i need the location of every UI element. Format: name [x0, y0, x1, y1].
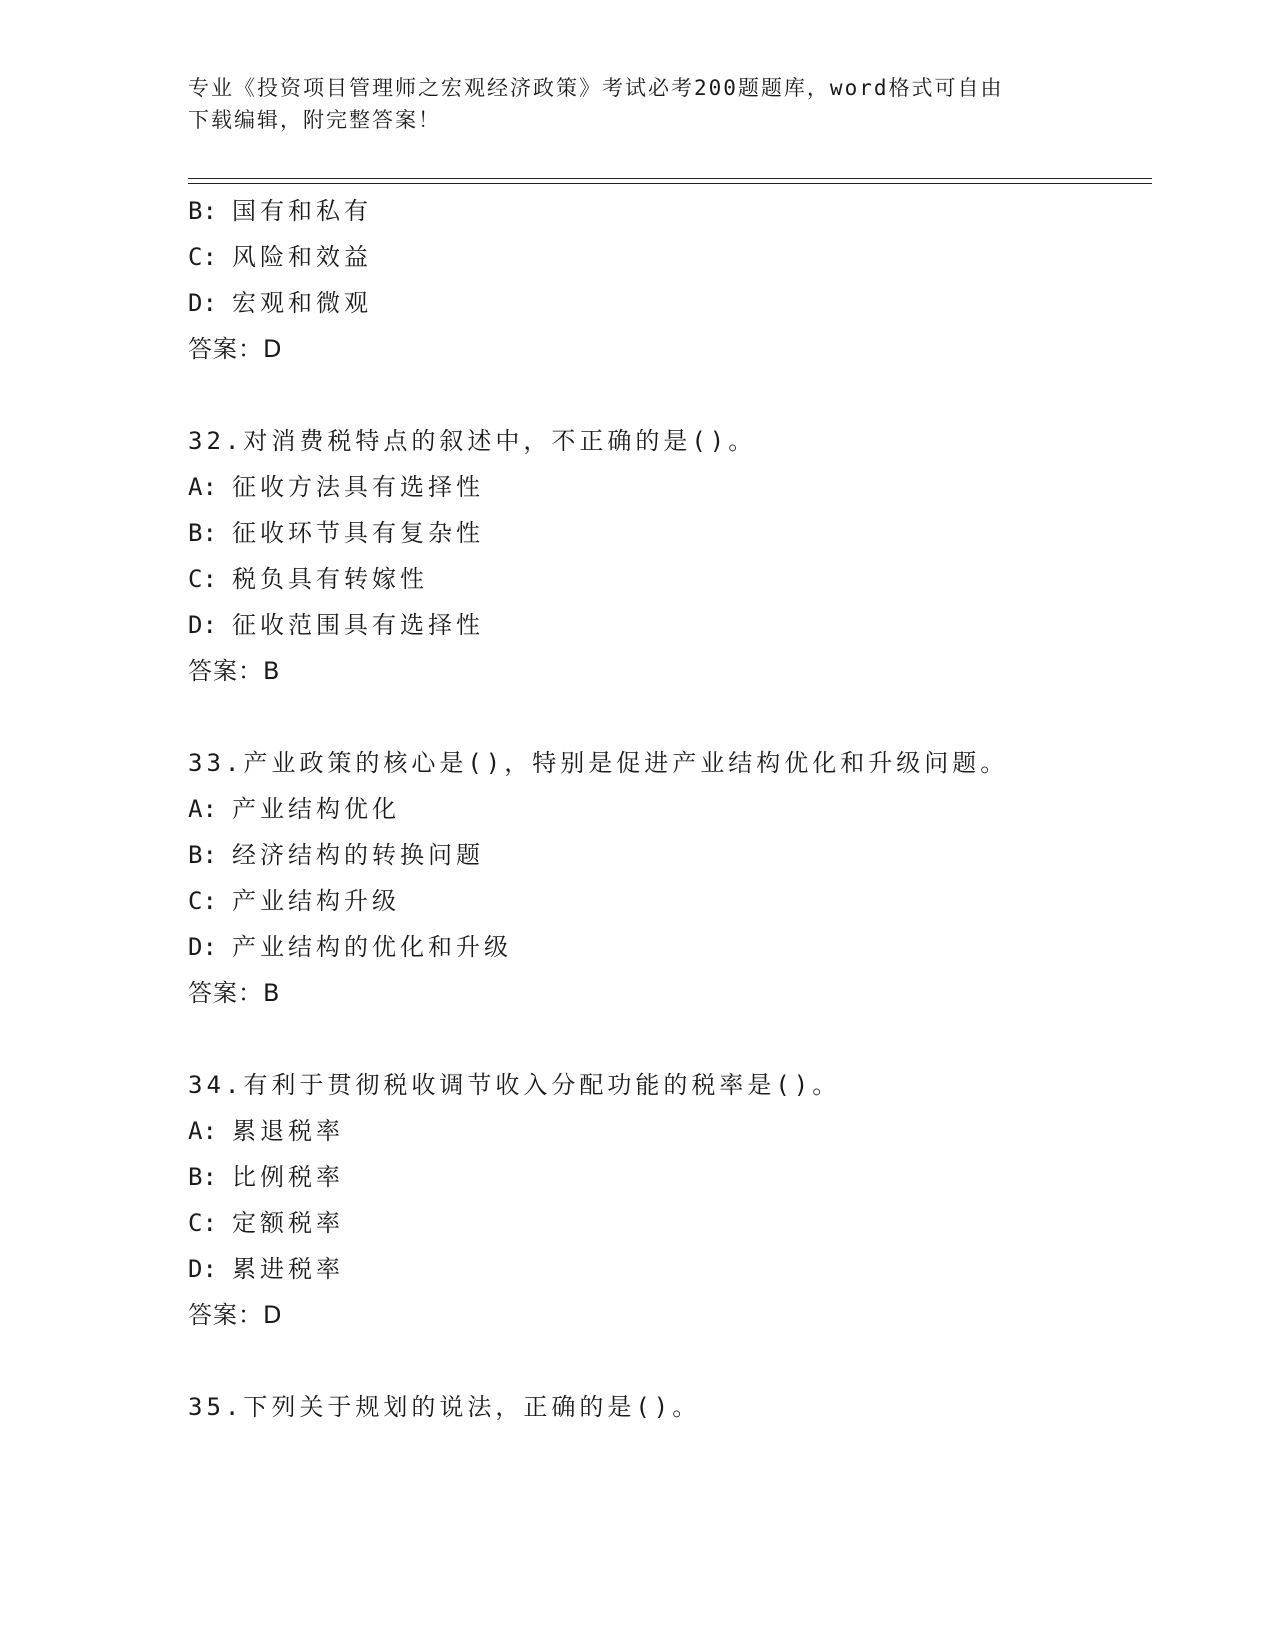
option-d: D: 宏观和微观	[188, 289, 372, 317]
option-c: C: 税负具有转嫁性	[188, 565, 428, 593]
option-b: B: 征收环节具有复杂性	[188, 519, 484, 547]
answer: 答案：D	[188, 335, 283, 363]
question-31-tail	[188, 188, 1148, 372]
question-32	[188, 418, 1148, 694]
option-d: D: 征收范围具有选择性	[188, 611, 484, 639]
option-b: B: 比例税率	[188, 1163, 344, 1191]
document-header	[188, 72, 1068, 136]
option-d: D: 累进税率	[188, 1255, 344, 1283]
header-title-line-1: 专业《投资项目管理师之宏观经济政策》考试必考200题题库，word格式可自由	[188, 76, 1004, 100]
option-b: B: 经济结构的转换问题	[188, 841, 484, 869]
option-a: A: 产业结构优化	[188, 795, 400, 823]
answer: 答案：B	[188, 979, 281, 1007]
option-c: C: 定额税率	[188, 1209, 344, 1237]
question-text: 34.有利于贯彻税收调节收入分配功能的税率是()。	[188, 1071, 841, 1099]
header-divider-bottom	[188, 183, 1152, 184]
option-a: A: 征收方法具有选择性	[188, 473, 484, 501]
option-c: C: 风险和效益	[188, 243, 372, 271]
option-c: C: 产业结构升级	[188, 887, 400, 915]
question-33	[188, 740, 1148, 1016]
question-34	[188, 1062, 1148, 1338]
header-divider-top	[188, 178, 1152, 179]
answer: 答案：D	[188, 1301, 283, 1329]
header-title-line-2: 下载编辑，附完整答案！	[188, 108, 441, 132]
question-list	[188, 188, 1148, 1430]
question-35	[188, 1384, 1148, 1430]
question-text: 33.产业政策的核心是()，特别是促进产业结构优化和升级问题。	[188, 749, 1009, 777]
question-text: 35.下列关于规划的说法，正确的是()。	[188, 1393, 701, 1421]
question-text: 32.对消费税特点的叙述中，不正确的是()。	[188, 427, 757, 455]
option-d: D: 产业结构的优化和升级	[188, 933, 512, 961]
option-a: A: 累退税率	[188, 1117, 344, 1145]
answer: 答案：B	[188, 657, 281, 685]
option-b: B: 国有和私有	[188, 197, 372, 225]
